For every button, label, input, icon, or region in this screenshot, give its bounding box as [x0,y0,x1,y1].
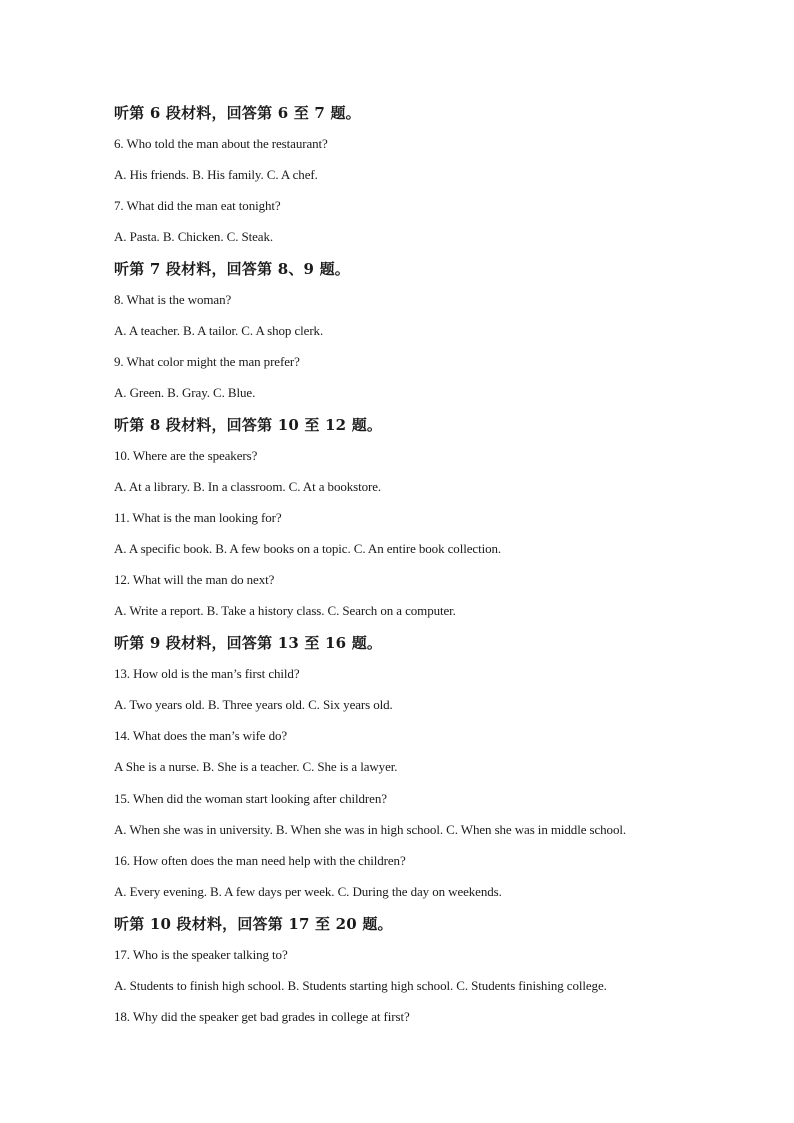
question-11: 11. What is the man looking for? [114,510,282,525]
section-heading-9: 听第 9 段材料，回答第 13 至 16 题。 [114,634,383,652]
options-10: A. At a library. B. In a classroom. C. At a bookstore. [114,479,382,494]
section-heading-8: 听第 8 段材料，回答第 10 至 12 题。 [114,416,383,434]
options-16: A. Every evening. B. A few days per week. C. During the day on weekends. [114,884,502,899]
question-9: 9. What color might the man prefer? [114,354,300,369]
options-9: A. Green. B. Gray. C. Blue. [114,385,256,400]
options-13: A. Two years old. B. Three years old. C. Six years old. [114,697,393,712]
section-heading-7: 听第 7 段材料，回答第 8、9 题。 [114,260,351,278]
options-15: A. When she was in university. B. When she was in high school. C. When she was in middle school. [114,822,627,837]
options-6: A. His friends. B. His family. C. A chef. [114,167,318,182]
question-10: 10. Where are the speakers? [114,448,258,463]
options-7: A. Pasta. B. Chicken. C. Steak. [114,229,274,244]
options-11: A. A specific book. B. A few books on a topic. C. An entire book collection. [114,541,502,556]
options-14: A She is a nurse. B. She is a teacher. C. She is a lawyer. [114,759,398,774]
question-7: 7. What did the man eat tonight? [114,198,281,213]
question-12: 12. What will the man do next? [114,572,275,587]
section-heading-10: 听第 10 段材料，回答第 17 至 20 题。 [114,915,393,933]
question-18: 18. Why did the speaker get bad grades in college at first? [114,1009,410,1024]
question-8: 8. What is the woman? [114,292,232,307]
question-17: 17. Who is the speaker talking to? [114,947,288,962]
section-heading-6: 听第 6 段材料，回答第 6 至 7 题。 [114,104,361,122]
options-8: A. A teacher. B. A tailor. C. A shop clerk. [114,323,324,338]
question-6: 6. Who told the man about the restaurant? [114,136,328,151]
question-14: 14. What does the man’s wife do? [114,728,288,743]
question-13: 13. How old is the man’s first child? [114,666,300,681]
options-12: A. Write a report. B. Take a history class. C. Search on a computer. [114,603,456,618]
options-17: A. Students to finish high school. B. Students starting high school. C. Students finishing college. [114,978,607,993]
question-16: 16. How often does the man need help with the children? [114,853,406,868]
question-15: 15. When did the woman start looking after children? [114,791,387,806]
